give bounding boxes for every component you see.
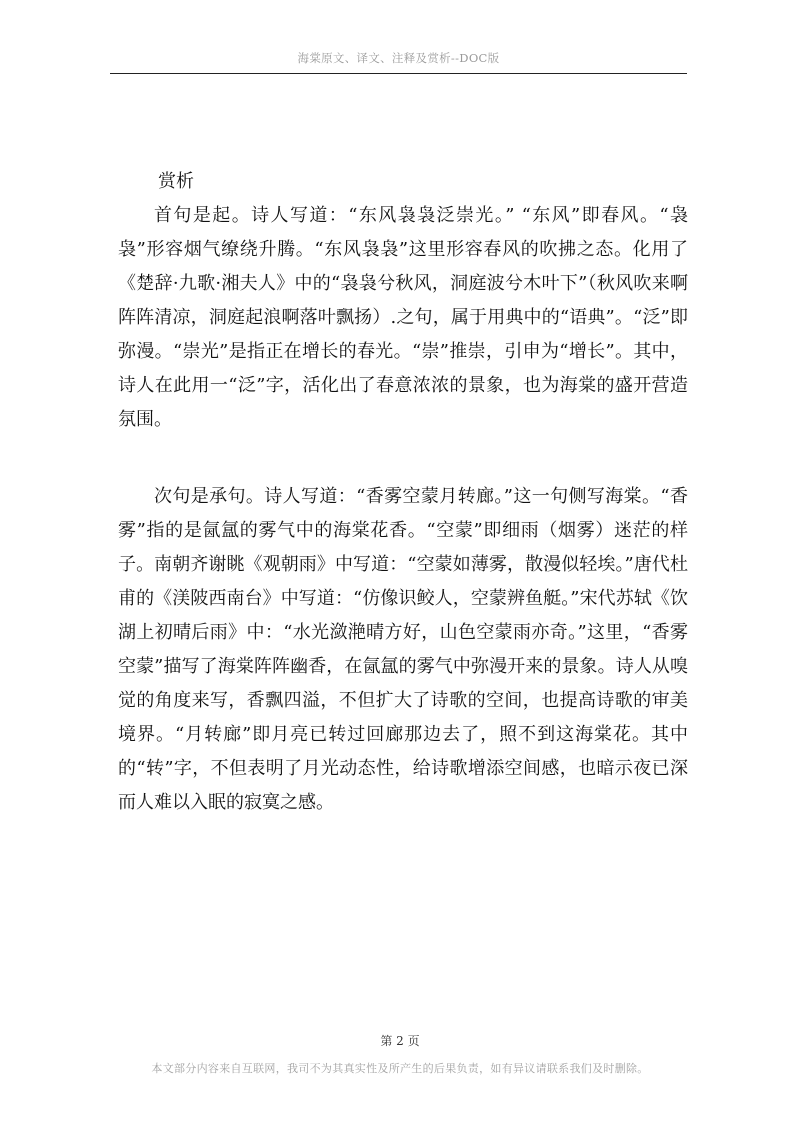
paragraph-first-line-analysis: 首句是起。诗人写道：“东风袅袅泛崇光。” “东风”即春风。“袅袅”形容烟气缭绕升腾。“东风袅袅”这里形容春风的吹拂之态。化用了《楚辞·九歌·湘夫人》中的“袅袅兮秋风，洞庭波兮木叶下”（秋风吹来啊阵阵清凉，洞庭起浪啊落叶飘扬）.之句，属于用典中的“语典”。“泛”即弥漫。“崇光”是指正在增长的春光。“崇”推崇，引申为“增长”。其中，诗人在此用一“泛”字，活化出了春意浓浓的景象，也为海棠的盛开营造氛围。: [118, 205, 688, 430]
document-body: [118, 165, 688, 820]
header-divider: [110, 73, 687, 74]
footer-disclaimer: 本文部分内容来自互联网，我司不为其真实性及所产生的后果负责，如有异议请联系我们及时删除。: [151, 1062, 649, 1075]
section-title: 赏析: [158, 171, 194, 192]
page-header-title: 海棠原文、译文、注释及赏析--DOC版: [297, 51, 500, 65]
page-number: 第 2 页: [380, 1034, 420, 1048]
paragraph-second-line-analysis: 次句是承句。诗人写道：“香雾空蒙月转廊。”这一句侧写海棠。“香雾”指的是氤氲的雾气中的海棠花香。“空蒙”即细雨（烟雾）迷茫的样子。南朝齐谢眺《观朝雨》中写道：“空蒙如薄雾，散漫似轻埃。”唐代杜甫的《渼陂西南台》中写道：“仿像识鲛人，空蒙辨鱼艇。”宋代苏轼《饮湖上初晴后雨》中：“水光潋滟晴方好，山色空蒙雨亦奇。”这里，“香雾空蒙”描写了海棠阵阵幽香，在氤氲的雾气中弥漫开来的景象。诗人从嗅觉的角度来写，香飘四溢，不但扩大了诗歌的空间，也提高诗歌的审美境界。“月转廊”即月亮已转过回廊那边去了，照不到这海棠花。其中的“转”字，不但表明了月光动态性，给诗歌增添空间感，也暗示夜已深而人难以入眠的寂寞之感。: [118, 486, 688, 813]
